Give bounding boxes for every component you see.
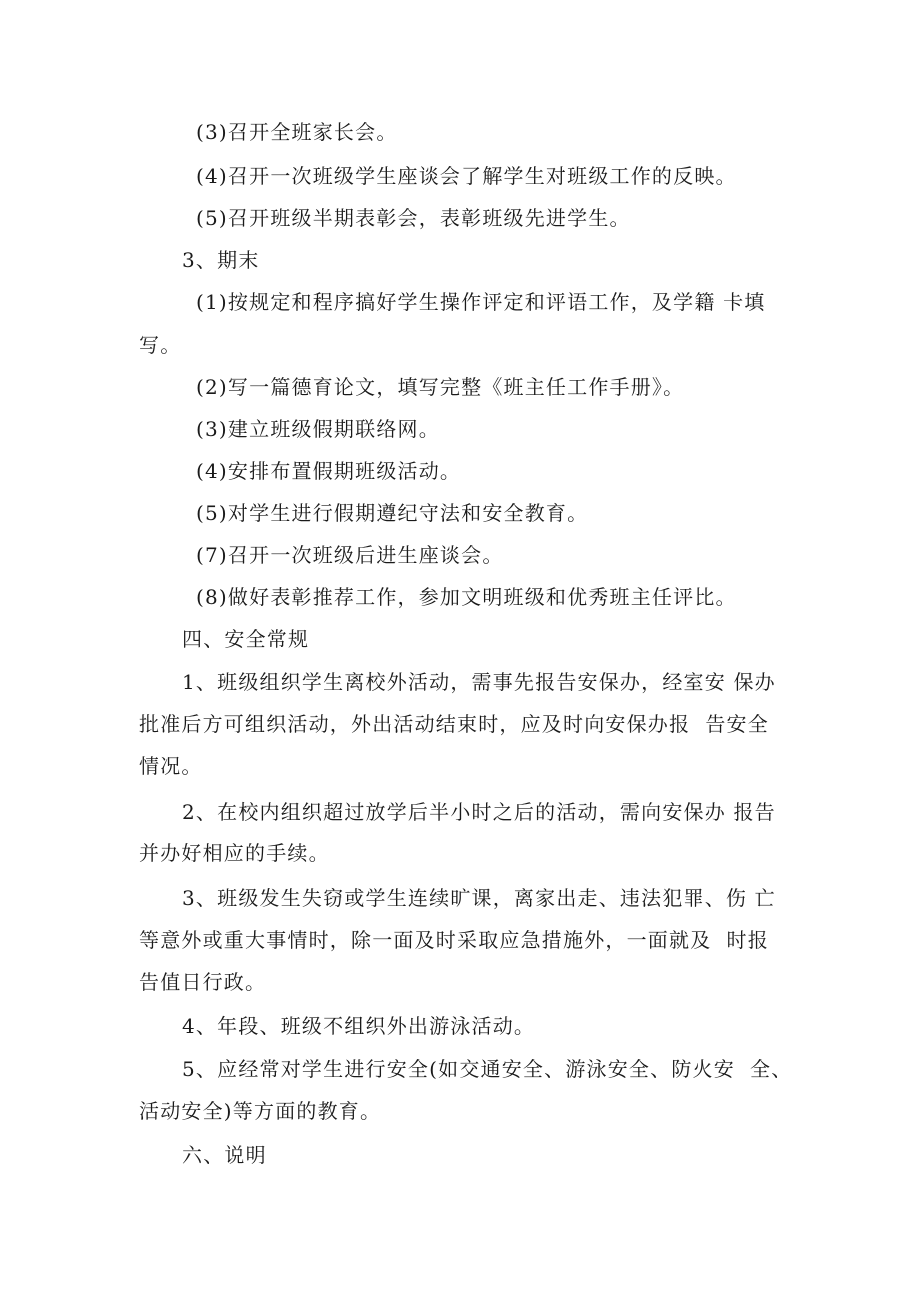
section-heading-final-term: 3、期末 — [182, 248, 260, 272]
text-line-9: (4)安排布置假期班级活动。 — [196, 459, 462, 483]
text-line-11: (7)召开一次班级后进生座谈会。 — [196, 543, 504, 567]
text-line-16: 情况。 — [139, 754, 203, 778]
text-line-6: 写。 — [139, 333, 182, 357]
text-line-3: (5)召开班级半期表彰会，表彰班级先进学生。 — [196, 206, 631, 230]
section-heading-notes: 六、说明 — [182, 1143, 267, 1167]
text-line-19: 3、班级发生失窃或学生连续旷课，离家出走、违法犯罪、伤 亡 — [182, 886, 776, 910]
text-line-1: (3)召开全班家长会。 — [196, 120, 398, 144]
text-line-17: 2、在校内组织超过放学后半小时之后的活动，需向安保办 报告 — [182, 800, 776, 824]
text-line-14: 1、班级组织学生离校外活动，需事先报告安保办，经室安 保办 — [182, 670, 776, 694]
section-heading-safety: 四、安全常规 — [182, 627, 310, 651]
text-line-20: 等意外或重大事情时，除一面及时采取应急措施外，一面就及 时报 — [139, 928, 769, 952]
text-line-24: 活动安全)等方面的教育。 — [139, 1099, 382, 1123]
text-line-5: (1)按规定和程序搞好学生操作评定和评语工作，及学籍 卡填 — [196, 290, 766, 314]
text-line-15: 批准后方可组织活动，外出活动结束时，应及时向安保办报 告安全 — [139, 712, 769, 736]
text-line-21: 告值日行政。 — [139, 970, 267, 994]
text-line-22: 4、年段、班级不组织外出游泳活动。 — [182, 1014, 536, 1038]
text-line-23: 5、应经常对学生进行安全(如交通安全、游泳安全、防火安 全、 — [182, 1057, 793, 1081]
text-line-8: (3)建立班级假期联络网。 — [196, 417, 440, 441]
text-line-10: (5)对学生进行假期遵纪守法和安全教育。 — [196, 501, 589, 525]
text-line-7: (2)写一篇德育论文，填写完整《班主任工作手册》。 — [196, 375, 685, 399]
text-line-12: (8)做好表彰推荐工作，参加文明班级和优秀班主任评比。 — [196, 585, 737, 609]
text-line-2: (4)召开一次班级学生座谈会了解学生对班级工作的反映。 — [196, 164, 737, 188]
text-line-18: 并办好相应的手续。 — [139, 841, 330, 865]
